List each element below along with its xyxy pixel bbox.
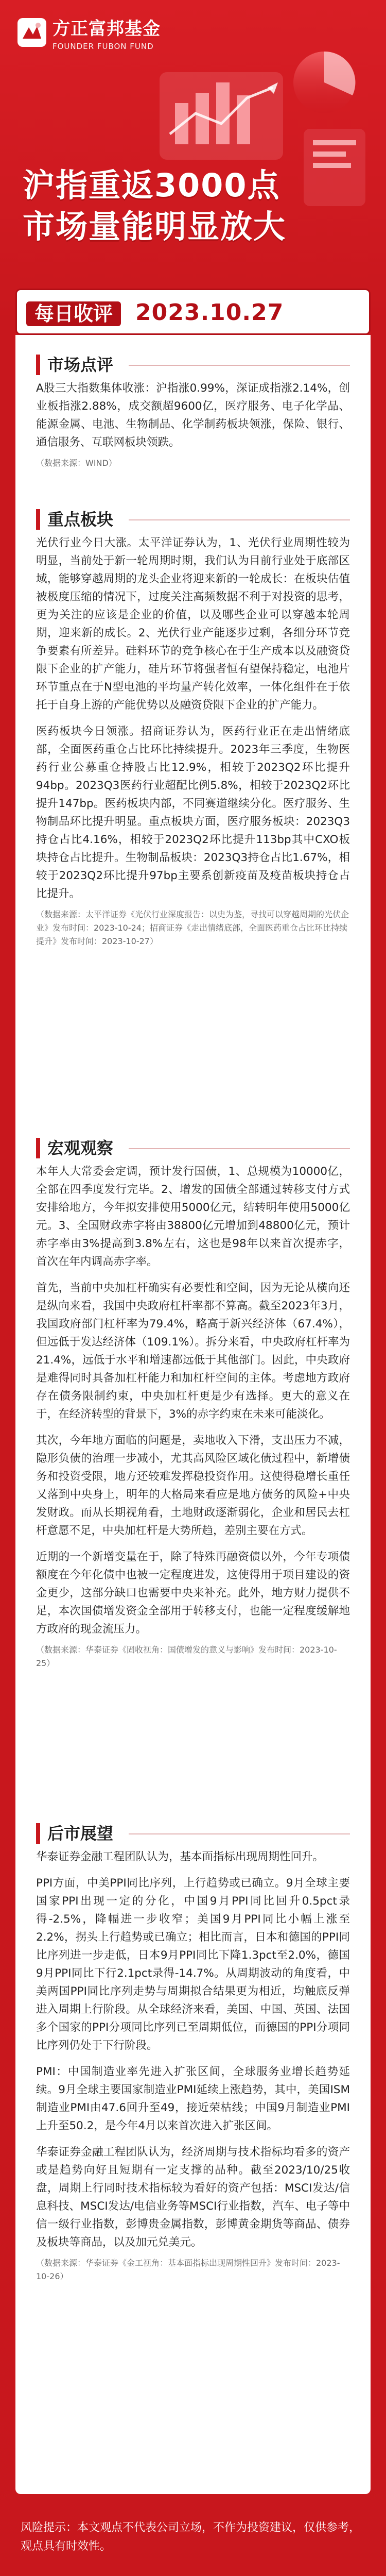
section-title: 重点板块: [47, 510, 114, 529]
daily-review-banner: [15, 289, 371, 335]
section-source-note: （数据来源：太平洋证券《光伏行业深度报告：以史为鉴，寻找可以穿越周期的光伏企业》发布时间：2023-10-24；招商证券《走出情绪底部，全面医药重仓占比环比持续提升》发布时间：2023-10-27）: [36, 910, 349, 946]
content-card: [15, 335, 371, 2494]
section-paragraph: 华泰证券金融工程团队认为，经济周期与技术指标均看多的资产或是趋势向好且短期有一定支撑的品种。截至2023/10/25收盘，周期上行同时技术指标较为看好的资产包括：MSCI发达/信息科技、MSCI发达/电信业务等MSCI行业指数，汽车、电子等中信一级行业指数，彭博贵金属指数，彭博黄金期货等商品、债券及板块等商品，以及加元兑美元。: [36, 2146, 350, 2249]
heading-bar: [36, 509, 40, 530]
section-paragraph: PMI：中国制造业率先进入扩张区间，全球服务业增长趋势延续。9月全球主要国家制造业PMI延续上涨趋势，其中，美国ISM制造业PMI由47.6回升至49，接近荣枯线；中国9月制造业PMI上升至50.2，是今年4月以来首次进入扩张区间。: [36, 2065, 350, 2132]
brand-name-cn: 方正富邦基金: [52, 18, 161, 39]
section-paragraph: 医药板块今日领涨。招商证券认为，医药行业正在走出情绪底部，全面医药重仓占比环比持续提升。2023年三季度，生物医药行业公募重仓持股占比12.9%，相较于2023Q2环比提升94bp。2023Q3医药行业超配比例5.8%，相较于2023Q2环比提升147bp。医药板块内部，不同赛道继续分化。医疗服务、生物制品环比提升明显。重点板块方面，医疗服务板块：2023Q3持仓占比4.16%，相较于2023Q2环比提升113bp其中CXO板块持仓占比提升。生物制品板块：2023Q3持仓占比1.67%，相较于2023Q2环比提升97bp主要系创新疫苗及疫苗板块持仓占比提升。: [36, 725, 350, 900]
section-heading: [36, 505, 371, 534]
brand-name-en: FOUNDER FUBON FUND: [52, 41, 154, 51]
section-outlook: [15, 1819, 371, 2283]
section-macro: [15, 1134, 371, 1670]
section-source-note: （数据来源：华泰证券《固收视角：国债增发的意义与影响》发布时间：2023-10-25）: [36, 1645, 337, 1668]
section-paragraph: 首先，当前中央加杠杆确实有必要性和空间，因为无论从横向还是纵向来看，我国中央政府杠杆率都不算高。截至2023年3月，我国政府部门杠杆率为79.4%，略高于新兴经济体（67.4%），但远低于发达经济体（109.1%）。拆分来看，中央政府杠杆率为21.4%，远低于水平和增速都远低于其他部门。因此，中央政府是难得同时具备加杠杆能力和加杠杆空间的主体。考虑地方政府存在债务限制约束，中央加杠杆更是少有选择。更大的意义在于，在经济转型的背景下，3%的赤字约束在未来可能淡化。: [36, 1282, 350, 1421]
hero-header: [0, 0, 386, 330]
section-source-note: （数据来源：WIND）: [36, 458, 117, 468]
section-paragraph: 本年人大常委会定调，预计发行国债，1、总规模为10000亿，全部在四季度发行完毕。2、增发的国债全部通过转移支付方式安排给地方，今年拟安排使用5000亿元，结转明年使用5000亿元。3、全国财政赤字将由38800亿元增加到48800亿元，预计赤字率由3%提高到3.8%左右，这也是98年以来首次提赤字，首次在年内调高赤字率。: [36, 1165, 350, 1268]
heading-divider: [129, 365, 350, 366]
section-key-sectors: [15, 505, 371, 948]
section-paragraph: 其次，今年地方面临的问题是，卖地收入下滑，支出压力不减，隐形负债的治理一步减小，尤其高风险区域化债过程中，新增债务和投资受限，地方还较难发挥稳投资作用。这使得稳增长重任又落到中央身上，明年的大格局来看应是地方债务的风险+中央发财政。而从长期视角看，土地财政逐渐弱化，企业和居民去杠杆意愿不足，中央加杠杆是大势所趋，差别主要在方式。: [36, 1434, 350, 1537]
risk-disclaimer: 风险提示：本文观点不代表公司立场，不作为投资建议，仅供参考，观点具有时效性。: [0, 2504, 386, 2576]
banner-date: 2023.10.27: [135, 299, 284, 326]
section-heading: [36, 1819, 371, 1848]
hero-title-line1: 沪指重返3000点: [23, 166, 280, 204]
heading-bar: [36, 355, 40, 375]
heading-divider: [129, 519, 350, 520]
section-title: 市场点评: [47, 355, 114, 375]
section-heading: [36, 1134, 371, 1163]
heading-bar: [36, 1823, 40, 1844]
hero-title: [23, 165, 286, 247]
hero-title-line2: 市场量能明显放大: [23, 208, 287, 245]
heading-divider: [129, 1833, 350, 1834]
section-paragraph: PPI方面，中美PPI同比序列，上行趋势或已确立。9月全球主要国家PPI出现一定的分化，中国9月PPI同比回升0.5pct录得-2.5%，降幅进一步收窄；美国9月PPI同比小幅上涨至2.2%，拐头上行趋势或已确立；相比而言，日本和德国的PPI同比序列进一步走低，日本9月PPI同比下降1.3pct至2.0%，德国9月PPI同比下行2.1pct录得-14.7%。从周期波动的角度看，中美两国PPI同比序列走势与周期拟合结果更为相近，均触底反弹进入周期上行阶段。从全球经济来看，美国、中国、英国、法国多个国家的PPI分项同比序列已至周期低位，而德国的PPI分项同比序列仍处于下行阶段。: [36, 1877, 350, 2052]
section-source-note: （数据来源：华泰证券《金工视角：基本面指标出现周期性回升》发布时间：2023-10-26）: [36, 2258, 340, 2281]
section-paragraph: 近期的一个新增变量在于，除了特殊再融资债以外，今年专项债额度在今年化债中也被一定程度进发，这使得用于项目建设的资金更少，这部分缺口也需要中央来补充。此外，地方财力提供不足，本次国债增发资金全部用于转移支付，也能一定程度缓解地方政府的现金流压力。: [36, 1551, 350, 1636]
heading-divider: [129, 1148, 350, 1149]
section-title: 后市展望: [47, 1824, 114, 1843]
section-heading: [36, 350, 371, 379]
heading-bar: [36, 1138, 40, 1158]
section-market-review: [15, 350, 371, 470]
section-paragraph: 华泰证券金融工程团队认为，基本面指标出现周期性回升。: [36, 1850, 324, 1863]
section-paragraph: A股三大指数集体收涨：沪指涨0.99%，深证成指涨2.14%，创业板指涨2.88%，成交额超9600亿，医疗服务、电子化学品、能源金属、电池、生物制品、化学制药板块领涨，保险、银行、通信服务、互联网板块领跌。: [36, 382, 350, 449]
section-title: 宏观观察: [47, 1138, 114, 1158]
section-paragraph: 光伏行业今日大涨。太平洋证券认为，1、光伏行业周期性较为明显，当前处于新一轮周期时期，我们认为目前行业处于底部区域，能够穿越周期的龙头企业将迎来新的一轮成长：在板块估值被极度压缩的情况下，过度关注高频数据不利于对投资的思考，更为关注的应该是企业的价值，以及哪些企业可以穿越本轮周期，迎来新的成长。2、光伏行业产能逐步过剩，各细分环节竞争要素有所差异。硅料环节的竞争核心在于生产成本以及融资贷限下企业的扩产能力，硅片环节将强者恒有望保持稳定，电池片环节重点在于N型电池的平均量产转化效率，一体化组件在于依托于自身上游的产能优势以及融资贷限下企业的扩产能力。: [36, 536, 350, 712]
banner-title: 每日收评: [26, 301, 121, 326]
logo-mark-icon: [17, 18, 46, 47]
